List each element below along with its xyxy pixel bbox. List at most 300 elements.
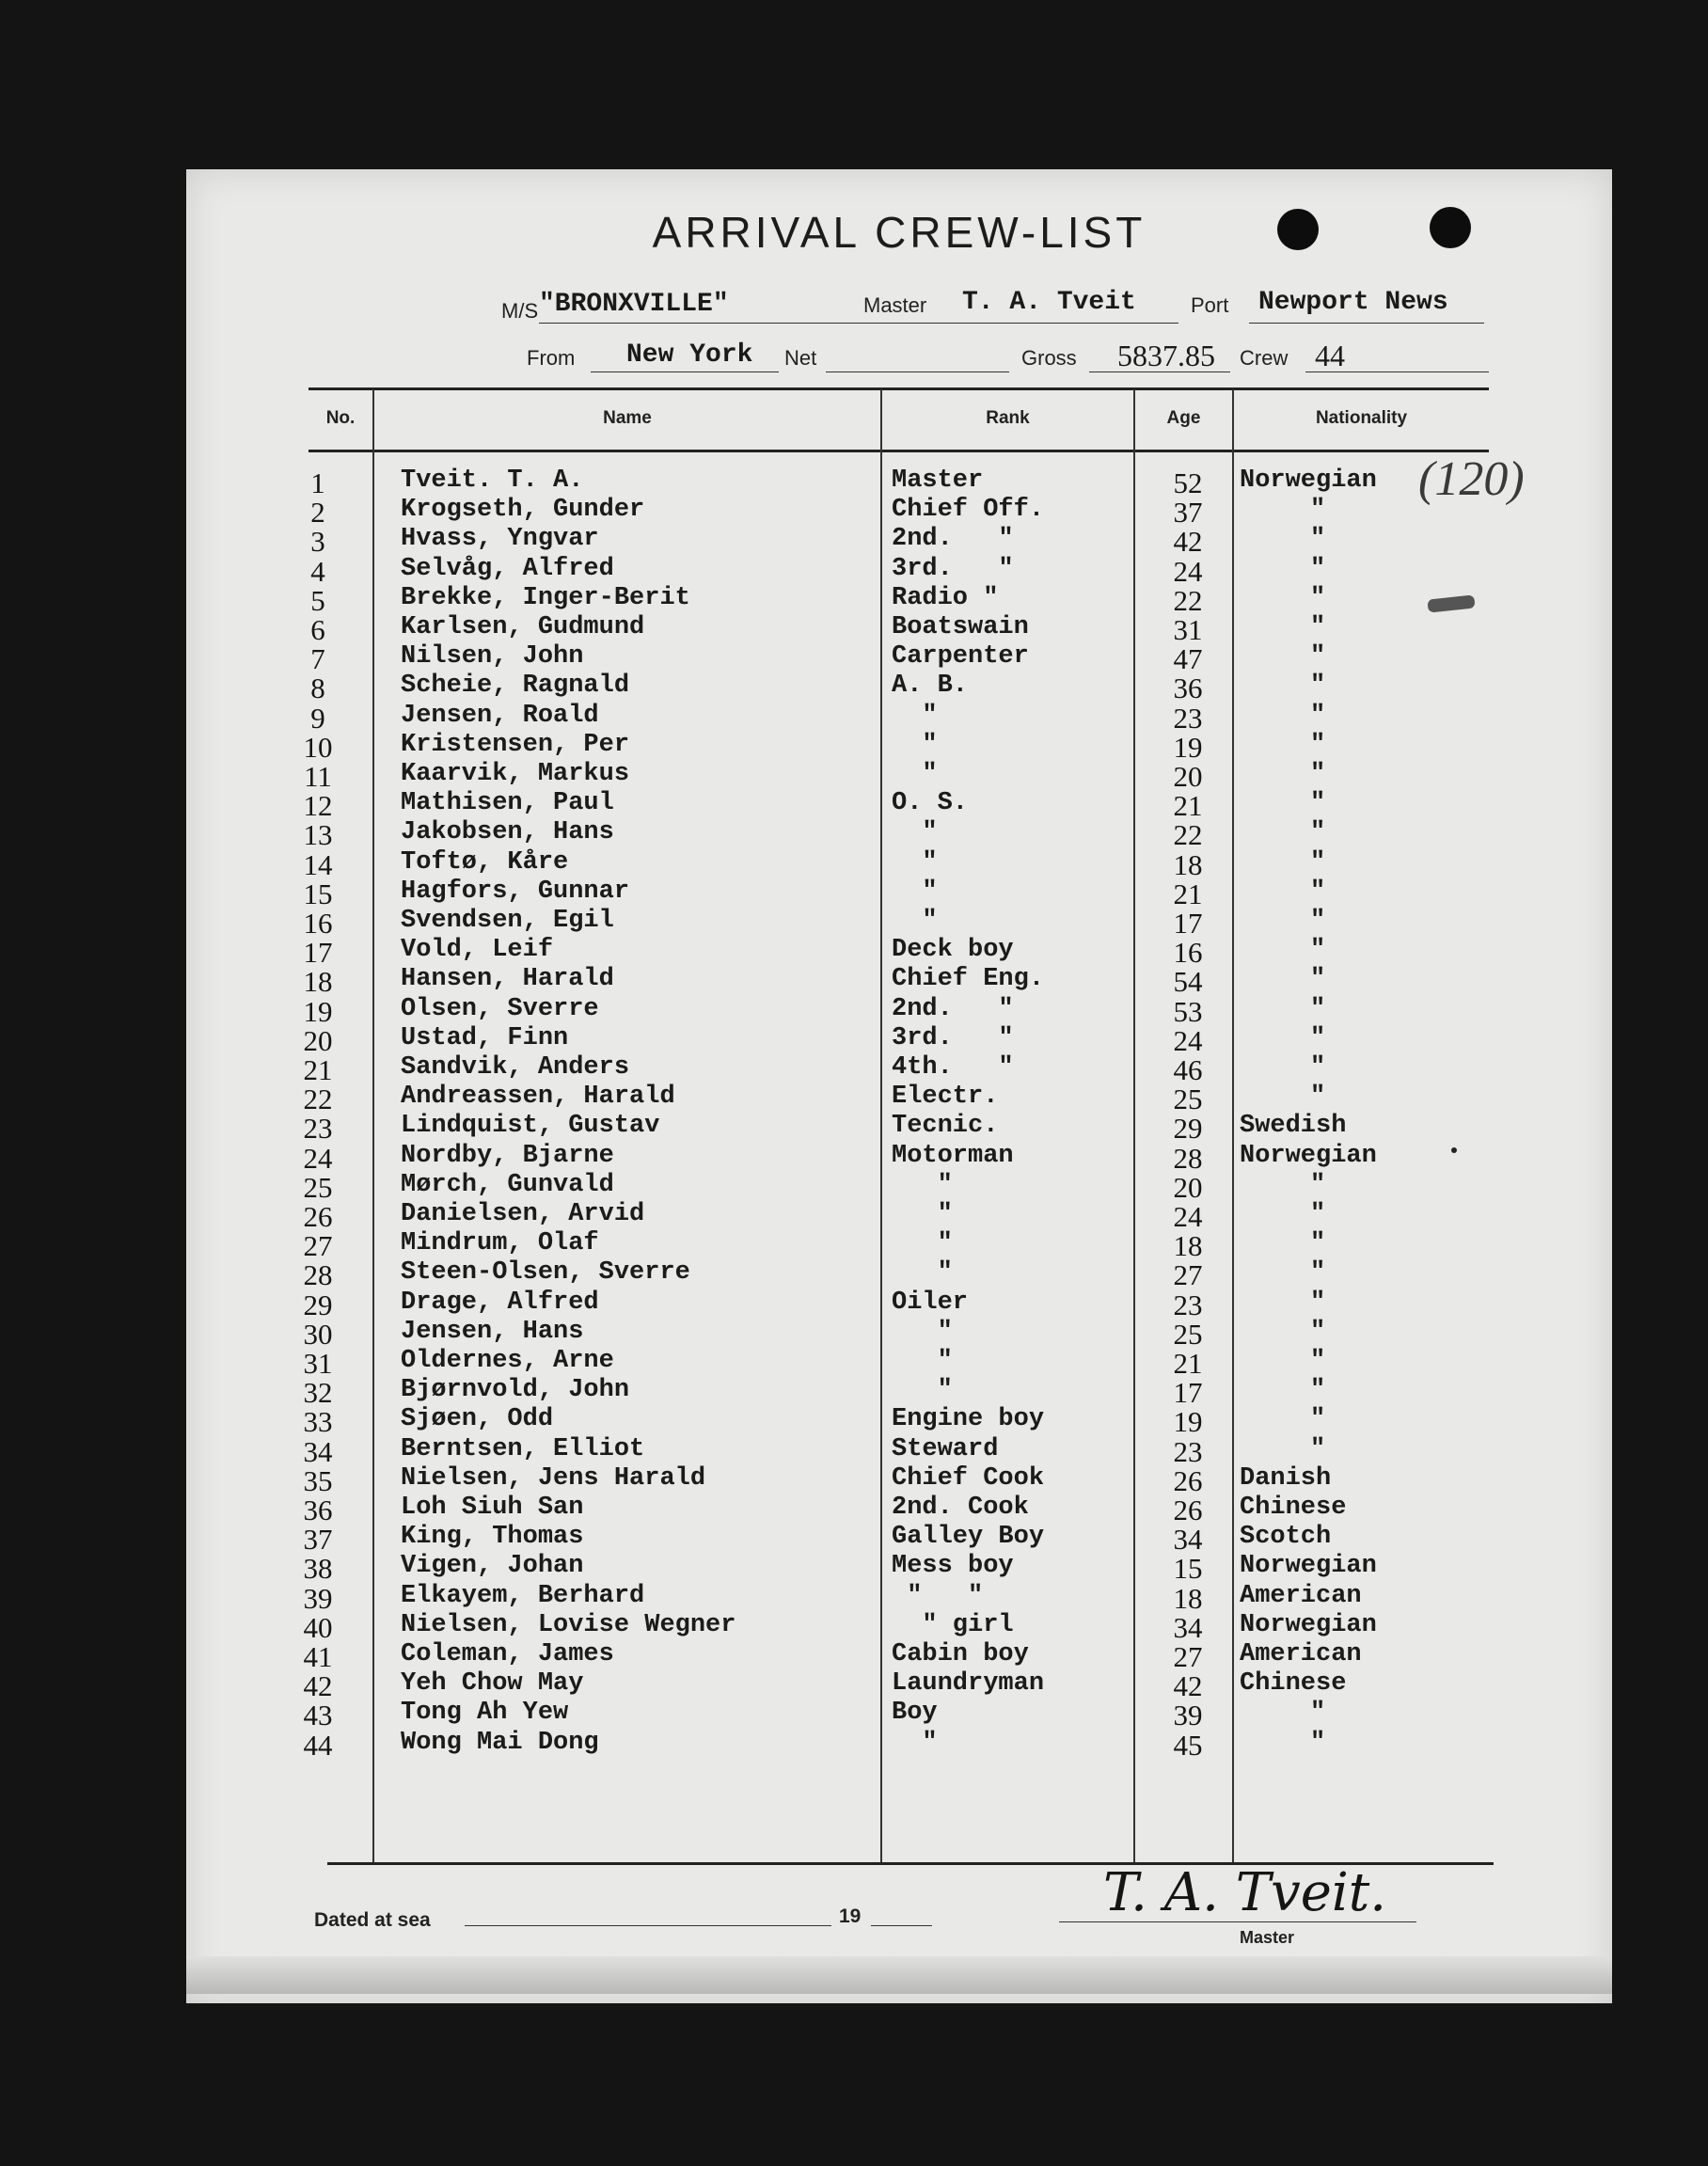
crew-nationality: " xyxy=(1310,1170,1326,1199)
crew-rank: " xyxy=(892,760,938,788)
crew-nationality: Norwegian xyxy=(1240,1610,1377,1639)
crew-no: 31 xyxy=(303,1347,333,1380)
crew-age: 17 xyxy=(1173,1376,1203,1410)
crew-name: Nielsen, Lovise Wegner xyxy=(401,1610,736,1639)
crew-rank: " xyxy=(892,907,938,935)
table-top-rule xyxy=(308,387,1489,390)
crew-rank: Mess boy xyxy=(892,1552,1014,1581)
crew-name: Coleman, James xyxy=(401,1640,614,1668)
crew-rank: Chief Off. xyxy=(892,496,1045,525)
crew-row xyxy=(186,554,1612,588)
crew-age: 17 xyxy=(1173,907,1203,940)
crew-nationality: Norwegian xyxy=(1240,466,1377,495)
crew-age: 21 xyxy=(1173,789,1203,823)
crew-row xyxy=(186,1669,1612,1703)
crew-rank: " xyxy=(892,730,938,759)
crew-name: Bjørnvold, John xyxy=(401,1376,630,1405)
margin-note: (120) xyxy=(1418,452,1525,506)
crew-name: Toftø, Kåre xyxy=(401,847,569,877)
crew-rank: Chief Eng. xyxy=(892,965,1045,994)
crew-name: Vold, Leif xyxy=(401,936,554,965)
crew-name: Karlsen, Gudmund xyxy=(401,613,645,641)
crew-no: 35 xyxy=(303,1463,333,1497)
crew-age: 37 xyxy=(1173,496,1203,530)
port-label: Port xyxy=(1191,293,1229,317)
crew-row xyxy=(186,847,1612,881)
crew-name: Svendsen, Egil xyxy=(401,907,614,935)
crew-nationality: " xyxy=(1310,1347,1326,1375)
crew-age: 22 xyxy=(1173,583,1203,617)
crew-age: 20 xyxy=(1173,1170,1203,1204)
crew-nationality: " xyxy=(1310,789,1326,818)
crew-nationality: Norwegian xyxy=(1240,1141,1377,1170)
col-header-age: Age xyxy=(1166,408,1201,428)
crew-name: Tong Ah Yew xyxy=(401,1699,569,1728)
crew-row xyxy=(186,760,1612,793)
crew-name: Drage, Alfred xyxy=(401,1288,599,1317)
crew-rank: Galley Boy xyxy=(892,1523,1045,1552)
crew-nationality: Scotch xyxy=(1240,1523,1332,1552)
master-underline xyxy=(948,322,1178,324)
crew-rank: O. S. xyxy=(892,789,969,818)
crew-no: 8 xyxy=(310,672,325,705)
crew-no: 16 xyxy=(303,907,333,940)
table-header-rule xyxy=(308,450,1489,452)
col-header-nationality: Nationality xyxy=(1315,408,1408,428)
crew-no: 37 xyxy=(303,1523,333,1557)
crew-no: 1 xyxy=(310,466,325,499)
crew-nationality: " xyxy=(1310,877,1326,906)
crew-rank: Boatswain xyxy=(892,613,1029,641)
crew-age: 31 xyxy=(1173,613,1203,646)
crew-row xyxy=(186,1023,1612,1057)
crew-nationality: Chinese xyxy=(1240,1669,1347,1699)
crew-name: Nordby, Bjarne xyxy=(401,1141,614,1170)
crew-no: 24 xyxy=(303,1141,333,1175)
crew-rank: " xyxy=(892,877,938,906)
crew-age: 46 xyxy=(1173,1053,1203,1086)
crew-nationality: " xyxy=(1310,1405,1326,1434)
crew-age: 27 xyxy=(1173,1640,1203,1673)
dated-label: Dated at sea xyxy=(314,1909,431,1931)
crew-no: 18 xyxy=(303,965,333,999)
master-signature: T. A. Tveit. xyxy=(1103,1862,1387,1923)
crew-row xyxy=(186,730,1612,764)
master-name: T. A. Tveit xyxy=(962,288,1136,317)
document-title: ARRIVAL CREW-LIST xyxy=(652,208,1147,257)
crew-name: Mathisen, Paul xyxy=(401,789,614,818)
crew-name: Hagfors, Gunnar xyxy=(401,877,630,906)
crew-nationality: " xyxy=(1310,1083,1326,1112)
crew-rank: " xyxy=(892,1229,953,1258)
crew-nationality: " xyxy=(1310,1258,1326,1288)
crew-nationality: " xyxy=(1310,1434,1326,1463)
crew-row xyxy=(186,936,1612,970)
crew-list-sheet xyxy=(186,169,1612,2003)
crew-age: 47 xyxy=(1173,642,1203,676)
crew-no: 33 xyxy=(303,1405,333,1439)
crew-row xyxy=(186,1053,1612,1086)
crew-rank: Boy xyxy=(892,1699,938,1728)
crew-row xyxy=(186,1170,1612,1204)
crew-age: 26 xyxy=(1173,1463,1203,1497)
col-header-rank: Rank xyxy=(986,408,1030,428)
crew-name: Mørch, Gunvald xyxy=(401,1170,614,1199)
crew-no: 32 xyxy=(303,1376,333,1410)
crew-row xyxy=(186,789,1612,823)
crew-no: 14 xyxy=(303,847,333,881)
crew-name: Ustad, Finn xyxy=(401,1023,569,1052)
crew-nationality: American xyxy=(1240,1640,1362,1668)
crew-row xyxy=(186,1610,1612,1644)
crew-nationality: " xyxy=(1310,613,1326,641)
from-port: New York xyxy=(626,340,753,370)
from-label: From xyxy=(527,346,576,370)
crew-name: Lindquist, Gustav xyxy=(401,1112,660,1141)
crew-row xyxy=(186,1640,1612,1673)
crew-rank: Tecnic. xyxy=(892,1112,999,1141)
crew-name: Sjøen, Odd xyxy=(401,1405,554,1434)
crew-age: 26 xyxy=(1173,1494,1203,1526)
crew-age: 23 xyxy=(1173,1434,1203,1468)
crew-rank: Electr. xyxy=(892,1083,999,1112)
crew-no: 12 xyxy=(303,789,333,823)
crew-no: 4 xyxy=(310,554,325,588)
crew-rank: 4th. " xyxy=(892,1053,1014,1082)
crew-no: 34 xyxy=(303,1434,333,1468)
crew-row xyxy=(186,1200,1612,1233)
crew-age: 25 xyxy=(1173,1317,1203,1351)
crew-nationality: " xyxy=(1310,1229,1326,1258)
gross-underline xyxy=(1089,371,1230,372)
crew-age: 20 xyxy=(1173,760,1203,793)
crew-rank: Laundryman xyxy=(892,1669,1045,1699)
crew-rank: " xyxy=(892,818,938,847)
crew-name: Jakobsen, Hans xyxy=(401,818,614,847)
crew-age: 28 xyxy=(1173,1141,1203,1175)
crew-row xyxy=(186,1463,1612,1497)
crew-no: 21 xyxy=(303,1053,333,1086)
net-label: Net xyxy=(784,346,817,370)
crew-nationality: " xyxy=(1310,1699,1326,1728)
crew-nationality: " xyxy=(1310,1317,1326,1346)
crew-age: 21 xyxy=(1173,877,1203,910)
crew-row xyxy=(186,1229,1612,1263)
stray-dot xyxy=(1451,1147,1457,1153)
crew-name: Selvåg, Alfred xyxy=(401,554,614,583)
col-header-name: Name xyxy=(603,408,652,428)
crew-name: King, Thomas xyxy=(401,1523,584,1552)
crew-rank: " xyxy=(892,847,938,877)
crew-name: Andreassen, Harald xyxy=(401,1083,675,1112)
crew-age: 18 xyxy=(1173,1229,1203,1263)
punch-hole xyxy=(1277,209,1319,250)
crew-name: Kristensen, Per xyxy=(401,730,630,759)
crew-age: 42 xyxy=(1173,525,1203,559)
crew-row xyxy=(186,1728,1612,1762)
crew-row xyxy=(186,1376,1612,1410)
crew-nationality: Danish xyxy=(1240,1463,1332,1493)
crew-no: 38 xyxy=(303,1552,333,1586)
crew-underline xyxy=(1305,371,1489,372)
port-underline xyxy=(1249,322,1484,324)
crew-row xyxy=(186,1494,1612,1524)
crew-nationality: " xyxy=(1310,994,1326,1023)
crew-age: 19 xyxy=(1173,1405,1203,1439)
port-name: Newport News xyxy=(1258,288,1448,317)
crew-no: 41 xyxy=(303,1640,333,1673)
crew-age: 34 xyxy=(1173,1523,1203,1557)
crew-no: 15 xyxy=(303,877,333,910)
crew-no: 17 xyxy=(303,936,333,970)
crew-row xyxy=(186,1434,1612,1468)
crew-no: 6 xyxy=(310,613,325,646)
crew-rank: 3rd. " xyxy=(892,554,1014,583)
crew-no: 3 xyxy=(310,525,325,559)
bottom-edge-shadow xyxy=(186,1956,1612,1994)
punch-hole xyxy=(1430,207,1471,248)
crew-name: Wong Mai Dong xyxy=(401,1728,599,1757)
crew-row xyxy=(186,907,1612,940)
crew-name: Hansen, Harald xyxy=(401,965,614,994)
crew-age: 21 xyxy=(1173,1347,1203,1380)
signature-underline xyxy=(1059,1921,1416,1922)
crew-row xyxy=(186,1289,1612,1319)
gross-label: Gross xyxy=(1021,346,1077,370)
crew-rank: Deck boy xyxy=(892,936,1014,965)
crew-count: 44 xyxy=(1315,339,1345,372)
crew-no: 42 xyxy=(303,1669,333,1703)
crew-name: Jensen, Roald xyxy=(401,701,599,730)
crew-name: Oldernes, Arne xyxy=(401,1347,614,1375)
crew-name: Kaarvik, Markus xyxy=(401,760,630,788)
crew-rank: 2nd. " xyxy=(892,994,1014,1023)
crew-name: Hvass, Yngvar xyxy=(401,525,599,554)
crew-row xyxy=(186,466,1612,497)
crew-nationality: " xyxy=(1310,672,1326,701)
crew-no: 11 xyxy=(304,760,332,793)
crew-row xyxy=(186,1083,1612,1116)
crew-name: Berntsen, Elliot xyxy=(401,1434,645,1463)
crew-age: 24 xyxy=(1173,554,1203,588)
crew-rank: Oiler xyxy=(892,1288,969,1317)
crew-name: Jensen, Hans xyxy=(401,1317,584,1346)
crew-nationality: " xyxy=(1310,701,1326,730)
crew-nationality: Swedish xyxy=(1240,1112,1347,1141)
crew-nationality: " xyxy=(1310,1728,1326,1757)
crew-no: 26 xyxy=(303,1200,333,1233)
crew-rank: " xyxy=(892,1317,953,1346)
crew-row xyxy=(186,1258,1612,1292)
crew-row xyxy=(186,965,1612,999)
crew-no: 9 xyxy=(310,701,325,735)
crew-rank: " xyxy=(892,1170,953,1199)
crew-row xyxy=(186,672,1612,705)
crew-no: 30 xyxy=(303,1317,333,1351)
crew-row xyxy=(186,1347,1612,1380)
crew-row xyxy=(186,1581,1612,1615)
crew-nationality: American xyxy=(1240,1581,1362,1610)
crew-name: Yeh Chow May xyxy=(401,1669,584,1699)
net-underline xyxy=(826,371,1009,372)
crew-rank: Steward xyxy=(892,1434,999,1463)
crew-no: 25 xyxy=(303,1170,333,1204)
ms-label: M/S xyxy=(501,299,539,323)
crew-no: 5 xyxy=(310,583,325,617)
crew-rank: " xyxy=(892,701,938,730)
crew-rank: Master xyxy=(892,466,984,495)
crew-no: 43 xyxy=(303,1699,333,1732)
crew-no: 23 xyxy=(303,1112,333,1146)
crew-age: 25 xyxy=(1173,1083,1203,1116)
crew-name: Scheie, Ragnald xyxy=(401,672,630,701)
crew-nationality: " xyxy=(1310,1376,1326,1405)
crew-nationality: " xyxy=(1310,1200,1326,1228)
crew-age: 39 xyxy=(1173,1699,1203,1732)
crew-name: Nielsen, Jens Harald xyxy=(401,1463,706,1493)
crew-rank: " xyxy=(892,1376,953,1405)
crew-nationality: " xyxy=(1310,730,1326,759)
crew-no: 29 xyxy=(303,1288,333,1321)
crew-rank: " " xyxy=(892,1581,984,1610)
crew-rank: Cabin boy xyxy=(892,1640,1029,1668)
crew-no: 28 xyxy=(303,1258,333,1292)
crew-name: Danielsen, Arvid xyxy=(401,1200,645,1228)
crew-nationality: Norwegian xyxy=(1240,1552,1377,1581)
crew-no: 13 xyxy=(303,818,333,852)
crew-nationality: " xyxy=(1310,496,1326,525)
crew-name: Krogseth, Gunder xyxy=(401,496,645,525)
year-underline xyxy=(871,1924,932,1926)
crew-row xyxy=(186,1112,1612,1146)
crew-nationality: " xyxy=(1310,642,1326,672)
crew-nationality: " xyxy=(1310,1053,1326,1082)
crew-name: Tveit. T. A. xyxy=(401,466,584,495)
ship-name: "BRONXVILLE" xyxy=(539,290,729,319)
crew-row xyxy=(186,701,1612,735)
crew-nationality: Chinese xyxy=(1240,1494,1347,1522)
crew-no: 2 xyxy=(310,496,325,530)
crew-no: 39 xyxy=(303,1581,333,1615)
crew-rank: 2nd. " xyxy=(892,525,1014,554)
crew-rank: " girl xyxy=(892,1610,1014,1639)
crew-age: 53 xyxy=(1173,994,1203,1028)
crew-age: 18 xyxy=(1173,847,1203,881)
crew-rank: Motorman xyxy=(892,1141,1014,1170)
crew-row xyxy=(186,1552,1612,1586)
crew-age: 36 xyxy=(1173,672,1203,705)
crew-row xyxy=(186,642,1612,676)
crew-rank: " xyxy=(892,1258,953,1288)
crew-age: 18 xyxy=(1173,1581,1203,1615)
crew-rank: 3rd. " xyxy=(892,1023,1014,1052)
crew-name: Steen-Olsen, Sverre xyxy=(401,1258,690,1288)
crew-nationality: " xyxy=(1310,760,1326,788)
crew-rank: Carpenter xyxy=(892,642,1029,672)
crew-name: Sandvik, Anders xyxy=(401,1053,630,1082)
crew-nationality: " xyxy=(1310,554,1326,583)
crew-age: 15 xyxy=(1173,1552,1203,1586)
crew-age: 52 xyxy=(1173,466,1203,499)
dated-underline xyxy=(465,1924,831,1926)
crew-no: 20 xyxy=(303,1023,333,1057)
crew-name: Nilsen, John xyxy=(401,642,584,672)
master-label: Master xyxy=(863,293,927,317)
crew-no: 40 xyxy=(303,1610,333,1644)
crew-no: 19 xyxy=(303,994,333,1028)
crew-rank: " xyxy=(892,1347,953,1375)
crew-row xyxy=(186,1405,1612,1439)
crew-age: 24 xyxy=(1173,1200,1203,1233)
crew-nationality: " xyxy=(1310,583,1326,612)
crew-row xyxy=(186,525,1612,559)
crew-row xyxy=(186,818,1612,852)
crew-rank: " xyxy=(892,1200,953,1228)
crew-name: Vigen, Johan xyxy=(401,1552,584,1581)
crew-no: 36 xyxy=(303,1494,333,1526)
crew-age: 42 xyxy=(1173,1669,1203,1703)
crew-label: Crew xyxy=(1240,346,1289,370)
crew-rank: 2nd. Cook xyxy=(892,1494,1029,1522)
col-header-no: No. xyxy=(325,408,356,428)
gross-value: 5837.85 xyxy=(1117,339,1215,372)
crew-nationality: " xyxy=(1310,907,1326,935)
crew-age: 27 xyxy=(1173,1258,1203,1292)
crew-rank: Chief Cook xyxy=(892,1463,1045,1493)
crew-row xyxy=(186,877,1612,908)
crew-name: Loh Siuh San xyxy=(401,1494,584,1522)
crew-age: 16 xyxy=(1173,936,1203,970)
crew-row xyxy=(186,583,1612,617)
from-underline xyxy=(591,371,779,372)
crew-no: 7 xyxy=(310,642,325,676)
crew-rank: A. B. xyxy=(892,672,969,701)
master-caption: Master xyxy=(1240,1928,1295,1947)
crew-age: 23 xyxy=(1173,1288,1203,1321)
crew-nationality: " xyxy=(1310,965,1326,994)
crew-name: Mindrum, Olaf xyxy=(401,1229,599,1258)
crew-row xyxy=(186,994,1612,1028)
crew-age: 34 xyxy=(1173,1610,1203,1644)
crew-no: 44 xyxy=(303,1728,333,1762)
crew-age: 19 xyxy=(1173,730,1203,764)
crew-no: 27 xyxy=(303,1229,333,1263)
crew-name: Olsen, Sverre xyxy=(401,994,599,1023)
crew-no: 22 xyxy=(303,1083,333,1116)
crew-row xyxy=(186,1317,1612,1351)
crew-nationality: " xyxy=(1310,818,1326,847)
crew-age: 54 xyxy=(1173,965,1203,999)
crew-row xyxy=(186,613,1612,646)
crew-age: 24 xyxy=(1173,1023,1203,1057)
crew-rank: Engine boy xyxy=(892,1405,1045,1434)
crew-nationality: " xyxy=(1310,936,1326,965)
crew-row xyxy=(186,496,1612,530)
crew-age: 29 xyxy=(1173,1112,1203,1146)
crew-age: 45 xyxy=(1173,1728,1203,1762)
crew-row xyxy=(186,1699,1612,1732)
crew-rank: " xyxy=(892,1728,938,1757)
crew-name: Brekke, Inger-Berit xyxy=(401,583,690,612)
crew-nationality: " xyxy=(1310,1288,1326,1317)
crew-nationality: " xyxy=(1310,1023,1326,1052)
crew-row xyxy=(186,1523,1612,1557)
crew-row xyxy=(186,1141,1612,1175)
crew-no: 10 xyxy=(303,730,333,764)
crew-nationality: " xyxy=(1310,847,1326,877)
crew-age: 23 xyxy=(1173,701,1203,735)
crew-age: 22 xyxy=(1173,818,1203,852)
